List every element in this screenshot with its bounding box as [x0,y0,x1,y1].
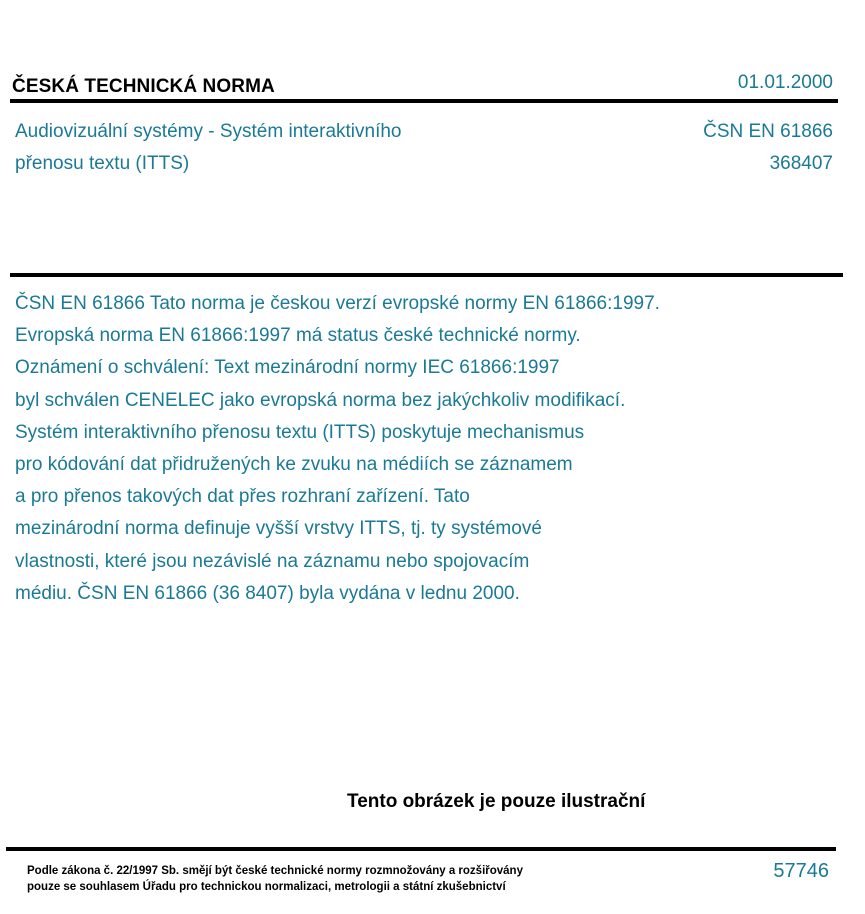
catalog-number: 57746 [773,860,829,882]
bottom-divider [6,847,836,851]
description-line: Systém interaktivního přenosu textu (ITTS) poskytuje mechanismus [15,421,585,443]
issue-date: 01.01.2000 [737,72,833,93]
legal-notice-line-1: Podle zákona č. 22/1997 Sb. smějí být české technické normy rozmnožovány a rozšiřovány [27,865,523,877]
description-line: byl schválen CENELEC jako evropská norma bez jakýchkoliv modifikací. [15,389,626,411]
standard-code: ČSN EN 61866 [703,121,833,142]
description-line: pro kódování dat přidružených ke zvuku na médiích se záznamem [15,454,573,476]
description-line: médiu. ČSN EN 61866 (36 8407) byla vydána v lednu 2000. [15,582,520,604]
top-divider [10,99,838,103]
description-line: ČSN EN 61866 Tato norma je českou verzí evropské normy EN 61866:1997. [15,293,660,314]
middle-divider [10,273,843,277]
subject-line-2: přenosu textu (ITTS) [15,153,190,174]
standard-identifier [703,116,833,180]
classification-number: 368407 [769,153,833,174]
legal-notice-line-2: pouze se souhlasem Úřadu pro technickou normalizaci, metrologii a státní zkušebnictví [27,881,506,893]
illustration-notice: Tento obrázek je pouze ilustrační [347,791,646,812]
description-line: Oznámení o schválení: Text mezinárodní normy IEC 61866:1997 [15,357,560,379]
subject-line-1: Audiovizuální systémy - Systém interaktivního [15,121,402,142]
description-line: Evropská norma EN 61866:1997 má status české technické normy. [15,325,581,347]
standard-description [15,288,660,610]
description-line: a pro přenos takových dat přes rozhraní zařízení. Tato [15,486,470,508]
standard-subject [15,116,402,180]
description-line: mezinárodní norma definuje vyšší vrstvy ITTS, tj. ty systémové [15,518,542,540]
legal-notice [27,863,523,895]
description-line: vlastnosti, které jsou nezávislé na záznamu nebo spojovacím [15,550,530,572]
document-type-title: ČESKÁ TECHNICKÁ NORMA [12,76,275,97]
